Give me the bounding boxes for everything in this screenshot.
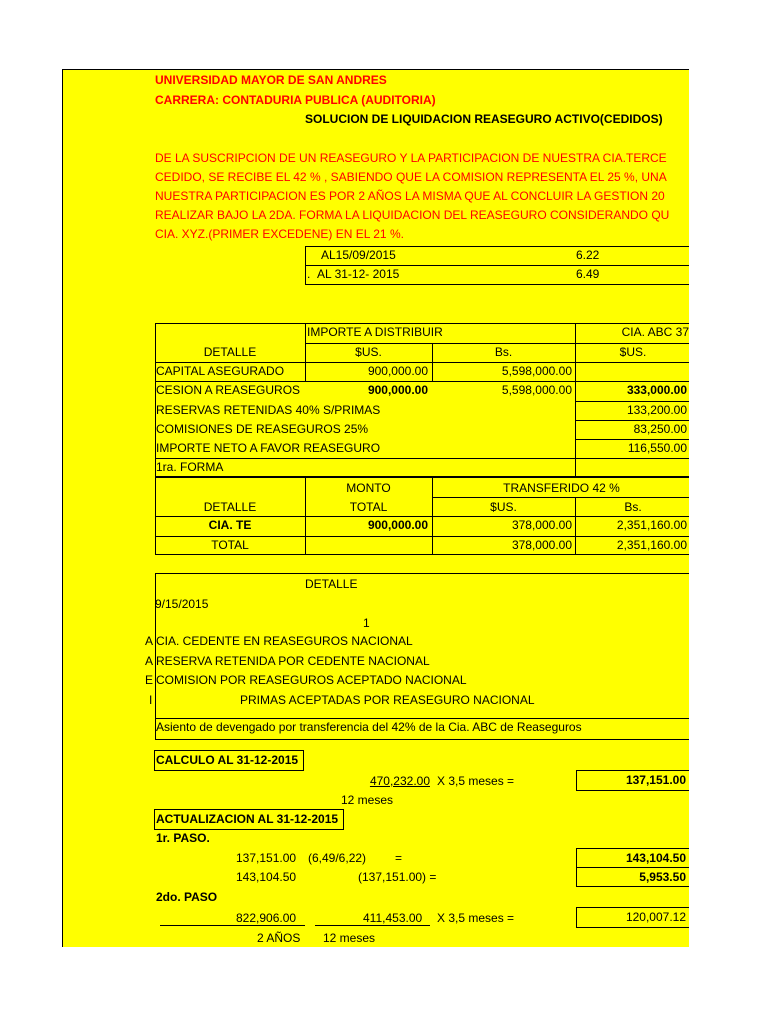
account-name: CIA. CEDENTE EN REASEGUROS NACIONAL: [156, 634, 413, 648]
row-label: CIA. TE: [208, 518, 252, 532]
row-label: IMPORTE NETO A FAVOR REASEGURO: [156, 441, 381, 455]
row-bs: 2,351,160.00: [616, 538, 687, 552]
journal-number: 1: [363, 616, 370, 630]
account-code: A: [145, 654, 154, 668]
account-code: A: [145, 634, 154, 648]
head-bs: Bs.: [494, 345, 513, 359]
journal-gloss: Asiento de devengado por transferencia del 42% de la Cia. ABC de Reaseguros: [156, 720, 582, 734]
head-bs: Bs.: [624, 500, 642, 514]
row-label: CAPITAL ASEGURADO: [156, 364, 285, 378]
calc-times: X 3,5 meses =: [437, 774, 515, 788]
page-title: SOLUCION DE LIQUIDACION REASEGURO ACTIVO(CEDIDOS): [305, 112, 663, 126]
row-us: 900,000.00: [367, 364, 428, 378]
statement-line-5: CIA. XYZ.(PRIMER EXCEDENE) EN EL 21 %.: [155, 227, 404, 241]
step1-factor: (6,49/6,22): [308, 851, 367, 865]
account-code: I: [149, 693, 153, 707]
step2-years: 2 AÑOS: [257, 931, 301, 945]
head-detalle: DETALLE: [203, 345, 257, 359]
step1-equals: =: [395, 851, 403, 865]
calc-title: CALCULO AL 31-12-2015: [156, 753, 299, 767]
head-us: $US.: [490, 500, 517, 514]
account-name: RESERVA RETENIDA POR CEDENTE NACIONAL: [156, 654, 430, 668]
row-label: CESION A REASEGUROS: [156, 383, 301, 397]
statement-line-2: CEDIDO, SE RECIBE EL 42 % , SABIENDO QUE LA COMISION REPRESENTA EL 25 %, UNA: [155, 170, 667, 184]
step1-value: 137,151.00: [236, 851, 297, 865]
journal-head: DETALLE: [305, 577, 358, 591]
step2-months: 12 meses: [323, 931, 376, 945]
step2-second: 411,453.00: [363, 911, 423, 925]
head-cia: CIA. ABC 37: [621, 325, 689, 339]
row-cia: 83,250.00: [633, 422, 687, 436]
row-bs: 2,351,160.00: [616, 518, 687, 532]
step1-difference: 5,953.50: [639, 870, 686, 884]
step-2-label: 2do. PASO: [156, 890, 218, 904]
calc-denominator: 12 meses: [341, 793, 394, 807]
row-total: 900,000.00: [367, 518, 428, 532]
step1-minus: (137,151.00) =: [358, 870, 437, 884]
spreadsheet: [62, 69, 689, 947]
row-label: COMISIONES DE REASEGUROS 25%: [156, 422, 369, 436]
head-total: TOTAL: [349, 500, 388, 514]
head-detalle: DETALLE: [203, 500, 257, 514]
statement-line-1: DE LA SUSCRIPCION DE UN REASEGURO Y LA PARTICIPACION DE NUESTRA CIA.TERCE: [155, 151, 667, 165]
row-us: 378,000.00: [511, 518, 572, 532]
row-us: 900,000.00: [367, 383, 428, 397]
rate-value-2: 6.49: [576, 267, 600, 281]
head-us: $US.: [355, 345, 382, 359]
row-cia: 333,000.00: [626, 383, 687, 397]
row-label: TOTAL: [211, 538, 249, 552]
account-name: COMISION POR REASEGUROS ACEPTADO NACIONAL: [156, 673, 467, 687]
step1-updated-value: 143,104.50: [236, 870, 297, 884]
step2-numerator: 822,906.00: [236, 911, 297, 925]
row-cia: 116,550.00: [627, 441, 687, 455]
head-monto: MONTO: [346, 481, 391, 495]
statement-line-4: REALIZAR BAJO LA 2DA. FORMA LA LIQUIDACION DEL REASEGURO CONSIDERANDO QU: [155, 208, 670, 222]
row-bs: 5,598,000.00: [501, 364, 572, 378]
rate-label-1: AL15/09/2015: [321, 248, 396, 262]
head-import: IMPORTE A DISTRIBUIR: [307, 325, 443, 339]
journal-date: 9/15/2015: [155, 597, 209, 611]
row-us: 378,000.00: [511, 538, 572, 552]
head-transferido: TRANSFERIDO 42 %: [503, 481, 620, 495]
account-name: PRIMAS ACEPTADAS POR REASEGURO NACIONAL: [240, 693, 535, 707]
form-label: 1ra. FORMA: [156, 460, 224, 474]
career-title: CARRERA: CONTADURIA PUBLICA (AUDITORIA): [155, 93, 436, 107]
step2-result: 120,007.12: [625, 910, 686, 924]
calc-numerator: 470,232.00: [369, 774, 430, 788]
update-title: ACTUALIZACION AL 31-12-2015: [156, 812, 339, 826]
row-cia: 133,200.00: [626, 403, 687, 417]
calc-result: 137,151.00: [625, 773, 686, 787]
statement-line-3: NUESTRA PARTICIPACION ES POR 2 AÑOS LA MISMA QUE AL CONCLUIR LA GESTION 20: [155, 189, 665, 203]
step2-times: X 3,5 meses =: [437, 911, 515, 925]
step1-result: 143,104.50: [625, 851, 686, 865]
head-cia-us: $US.: [619, 345, 647, 359]
university-title: UNIVERSIDAD MAYOR DE SAN ANDRES: [155, 73, 387, 87]
account-code: E: [145, 673, 154, 687]
rate-value-1: 6.22: [576, 248, 600, 262]
row-label: RESERVAS RETENIDAS 40% S/PRIMAS: [156, 403, 381, 417]
step-1-label: 1r. PASO.: [156, 831, 210, 845]
row-bs: 5,598,000.00: [501, 383, 572, 397]
rate-label-2: . AL 31-12- 2015: [307, 267, 400, 281]
